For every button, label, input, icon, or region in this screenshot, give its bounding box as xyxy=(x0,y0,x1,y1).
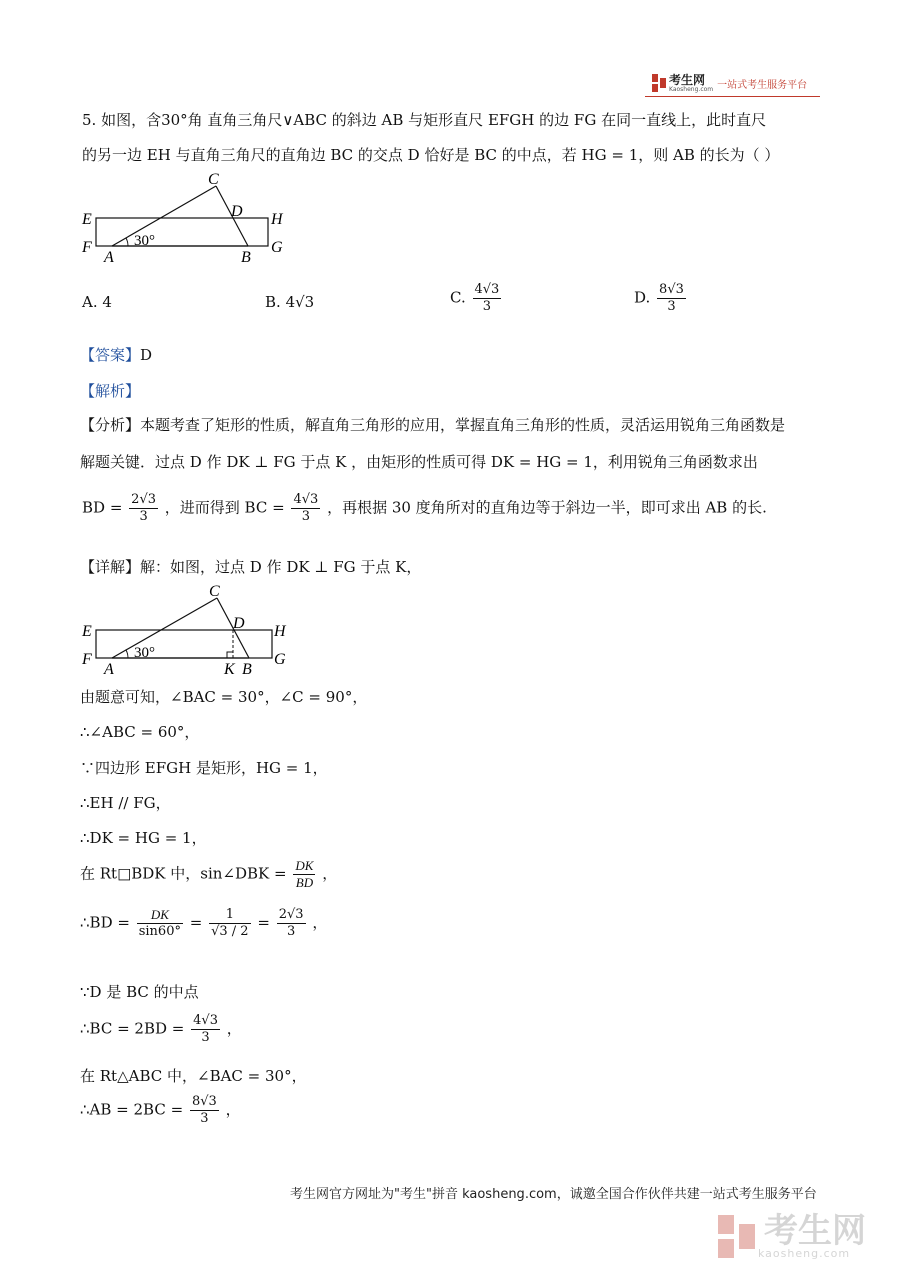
header-slogan: 一站式考生服务平台 xyxy=(717,79,808,91)
logo-text: 考生网 Kaosheng.com xyxy=(669,72,714,93)
step-9: ∴BC = 2BD = $\frac{4√3}{3}$ ， xyxy=(80,1013,242,1045)
label-a: A xyxy=(104,249,114,266)
step-8: ∵D 是 BC 的中点 xyxy=(80,983,199,1001)
logo-icon xyxy=(652,74,666,92)
side-ac-2 xyxy=(112,598,217,658)
ruler-rectangle-2 xyxy=(96,630,272,658)
side-ac xyxy=(112,186,216,246)
header-logo xyxy=(652,72,807,94)
detail-figure xyxy=(76,584,296,680)
question-figure xyxy=(76,172,296,268)
option-d: D. $\frac{8√3}{3}$ xyxy=(634,282,684,314)
angle-arc xyxy=(126,238,128,246)
label-b-2: B xyxy=(242,661,252,678)
label-f-2: F xyxy=(82,651,92,668)
label-a-2: A xyxy=(104,661,114,678)
right-angle-mark xyxy=(227,652,233,658)
footer-text: 考生网官方网址为"考生"拼音 kaosheng.com，诚邀全国合作伙伴共建一站式考生服务平台 xyxy=(290,1187,817,1202)
step-1: 由题意可知，∠BAC = 30°，∠C = 90°， xyxy=(80,688,368,706)
analysis-line-2: 解题关键．过点 D 作 DK ⊥ FG 于点 K ，由矩形的性质可得 DK = HG = 1，利用锐角三角函数求出 xyxy=(80,453,758,471)
option-b: B. 4√3 xyxy=(265,293,315,311)
label-angle: 30° xyxy=(134,233,155,249)
ruler-rectangle xyxy=(96,218,268,246)
watermark-text: 考生网 xyxy=(764,1211,866,1251)
label-f: F xyxy=(82,239,92,256)
detail-line-1: 【详解】解：如图，过点 D 作 DK ⊥ FG 于点 K， xyxy=(80,558,422,576)
label-h: H xyxy=(271,211,283,228)
option-a: A. 4 xyxy=(82,293,112,311)
label-d-2: D xyxy=(233,615,245,632)
step-3: ∵四边形 EFGH 是矩形，HG = 1， xyxy=(80,759,328,777)
label-e: E xyxy=(82,211,92,228)
step-11: ∴AB = 2BC = $\frac{8√3}{3}$ ， xyxy=(80,1094,241,1126)
step-4: ∴EH // FG， xyxy=(80,794,171,812)
analysis-heading: 【解析】 xyxy=(80,382,141,400)
label-c: C xyxy=(208,172,219,188)
label-g: G xyxy=(271,239,283,256)
analysis-line-3: BD = $\frac{2√3}{3}$ ，进而得到 BC = $\frac{4√3}{3}$ ，再根据 30 度角所对的直角边等于斜边一半，即可求出 AB 的长. xyxy=(82,492,767,524)
header-rule xyxy=(645,96,820,97)
analysis-line-1: 【分析】本题考查了矩形的性质，解直角三角形的应用，掌握直角三角形的性质，灵活运用锐角三角函数是 xyxy=(80,416,786,434)
label-angle-2: 30° xyxy=(134,645,155,661)
step-10: 在 Rt△ABC 中，∠BAC = 30°， xyxy=(80,1067,307,1085)
label-e-2: E xyxy=(82,623,92,640)
angle-arc-2 xyxy=(126,650,128,658)
watermark-sub: kaosheng.com xyxy=(758,1247,851,1260)
label-k: K xyxy=(224,661,235,678)
step-6: 在 Rt□BDK 中，sin∠DBK = $\frac{DK}{BD}$ ， xyxy=(80,858,338,890)
question-line-1: 5. 如图，含30°角 直角三角尺∨ABC 的斜边 AB 与矩形直尺 EFGH 的边 FG 在同一直线上，此时直尺 xyxy=(82,111,767,129)
label-c-2: C xyxy=(209,584,220,600)
question-line-2: 的另一边 EH 与直角三角尺的直角边 BC 的交点 D 恰好是 BC 的中点，若 HG = 1，则 AB 的长为（ ） xyxy=(82,146,780,164)
label-b: B xyxy=(241,249,251,266)
option-c: C. $\frac{4√3}{3}$ xyxy=(450,282,500,314)
watermark xyxy=(718,1211,866,1260)
step-5: ∴DK = HG = 1， xyxy=(80,829,207,847)
watermark-logo-icon xyxy=(718,1215,758,1259)
label-h-2: H xyxy=(274,623,286,640)
step-2: ∴∠ABC = 60°， xyxy=(80,723,200,741)
step-7: ∴BD = $\frac{DK}{\sin 60^\circ}$ = $\frac{1}{√3 / 2}$ = $\frac{2√3}{3}$ ， xyxy=(80,907,328,939)
label-d: D xyxy=(231,203,243,220)
answer: 【答案】D xyxy=(80,346,153,364)
label-g-2: G xyxy=(274,651,286,668)
